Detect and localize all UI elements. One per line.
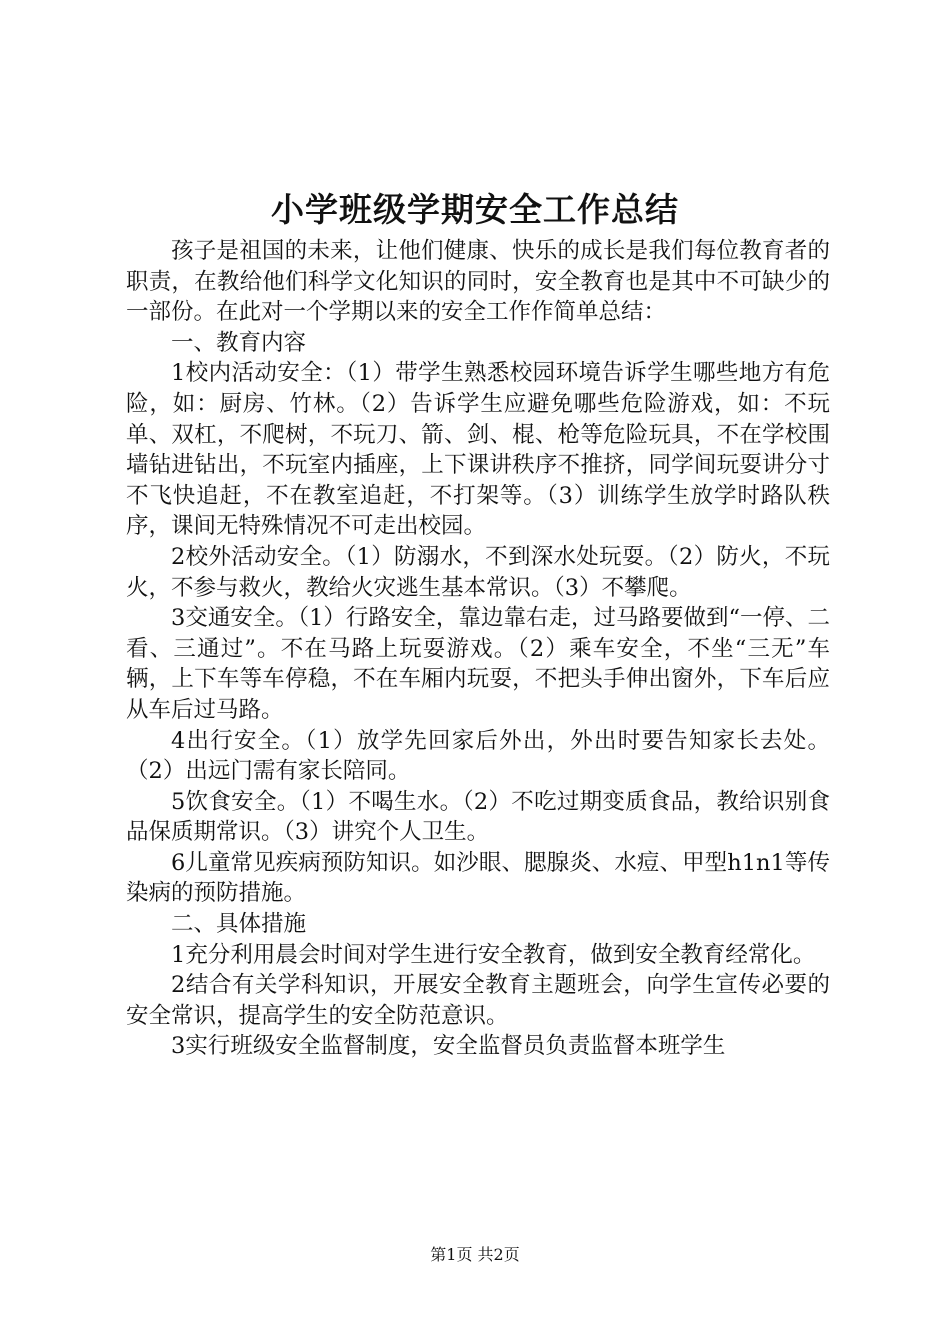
paragraph-campus-safety: 1校内活动安全：（1）带学生熟悉校园环境告诉学生哪些地方有危险，如：厨房、竹林。（2）告诉学生应避免哪些危险游戏，如：不玩单、双杠，不爬树，不玩刀、箭、剑、棍、枪等危险玩具，不在学校围墙钻进钻出，不玩室内插座，上下课讲秩序不推挤，同学间玩耍讲分寸不飞快追赶，不在教室追赶，不打架等。（3）训练学生放学时路队秩序，课间无特殊情况不可走出校园。 bbox=[126, 360, 830, 540]
paragraph-morning-meeting: 1充分利用晨会时间对学生进行安全教育，做到安全教育经常化。 bbox=[171, 941, 816, 968]
paragraph-outdoor-safety: 2校外活动安全。（1）防溺水，不到深水处玩耍。（2）防火，不玩火，不参与救火，教给火灾逃生基本常识。（3）不攀爬。 bbox=[126, 543, 830, 601]
page-footer: 第1页 共2页 bbox=[430, 1245, 520, 1264]
paragraph-traffic-safety: 3交通安全。（1）行路安全，靠边靠右走，过马路要做到“一停、二看、三通过”。不在马路上玩耍游戏。（2）乘车安全，不坐“三无”车辆，上下车等车停稳，不在车厢内玩耍，不把头手伸出窗外，下车后应从车后过马路。 bbox=[126, 605, 830, 723]
paragraph-theme-class-meeting: 2结合有关学科知识，开展安全教育主题班会，向学生宣传必要的安全常识，提高学生的安全防范意识。 bbox=[126, 972, 830, 1029]
section-heading-education-content: 一、教育内容 bbox=[171, 329, 307, 356]
paragraph-disease-prevention: 6儿童常见疾病预防知识。如沙眼、腮腺炎、水痘、甲型h1n1等传染病的预防措施。 bbox=[126, 849, 830, 907]
document-body bbox=[126, 236, 830, 1062]
section-heading-measures: 二、具体措施 bbox=[171, 911, 307, 938]
paragraph-safety-supervision: 3实行班级安全监督制度，安全监督员负责监督本班学生 bbox=[171, 1033, 726, 1060]
document-title: 小学班级学期安全工作总结 bbox=[271, 190, 679, 229]
paragraph-food-safety: 5饮食安全。（1）不喝生水。（2）不吃过期变质食品，教给识别食品保质期常识。（3）讲究个人卫生。 bbox=[126, 788, 830, 846]
paragraph-intro: 孩子是祖国的未来，让他们健康、快乐的成长是我们每位教育者的职责，在教给他们科学文化知识的同时，安全教育也是其中不可缺少的一部份。在此对一个学期以来的安全工作作简单总结： bbox=[126, 238, 830, 326]
paragraph-travel-safety: 4出行安全。（1）放学先回家后外出，外出时要告知家长去处。（2）出远门需有家长陪同。 bbox=[126, 727, 830, 785]
